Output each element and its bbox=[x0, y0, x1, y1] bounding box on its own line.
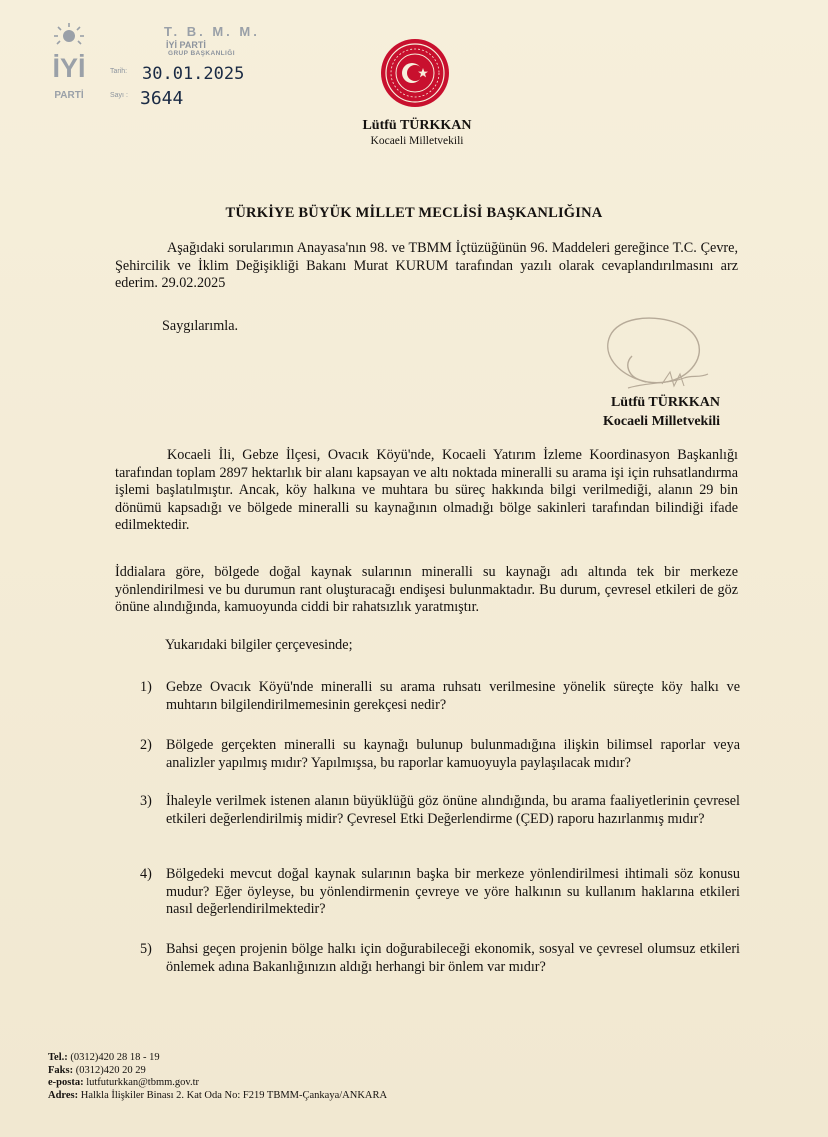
email-label: e-posta: bbox=[48, 1077, 84, 1088]
stamp-party: İYİ PARTİ bbox=[166, 40, 206, 50]
address-value: Halkla İlişkiler Binası 2. Kat Oda No: F219 TBMM-Çankaya/ANKARA bbox=[80, 1089, 388, 1101]
tbmm-emblem-icon bbox=[379, 37, 451, 109]
stamp-title: T. B. M. M. bbox=[164, 24, 260, 39]
stamp-date-value: 30.01.2025 bbox=[142, 64, 245, 84]
fax-value: (0312)420 20 29 bbox=[75, 1064, 146, 1076]
logo-text: İYİ bbox=[52, 53, 86, 83]
address-label: Adres: bbox=[48, 1089, 79, 1101]
question-number: 5) bbox=[140, 941, 152, 957]
stamp-group: GRUP BAŞKANLIĞI bbox=[168, 50, 235, 57]
questions-lead: Yukarıdaki bilgiler çerçevesinde; bbox=[165, 637, 353, 653]
question-item bbox=[140, 793, 740, 828]
footer-address bbox=[48, 1090, 387, 1103]
contact-footer bbox=[48, 1052, 387, 1102]
question-text: Bölgede gerçekten mineralli su kaynağı bulunup bulunmadığına ilişkin bilimsel raporlar veya analizler yapılmış mıdır? Yapılmışsa, bu raporlar kamuoyuyla paylaşılacak mıdır? bbox=[166, 737, 740, 771]
stamp-number-label: Sayı : bbox=[110, 92, 128, 99]
iyi-party-logo bbox=[48, 22, 90, 102]
header-role: Kocaeli Milletvekili bbox=[370, 135, 464, 147]
tel-label: Tel.: bbox=[48, 1052, 68, 1063]
question-item bbox=[140, 737, 740, 772]
header-name: Lütfü TÜRKKAN bbox=[362, 118, 472, 133]
question-item bbox=[140, 866, 740, 919]
question-number: 2) bbox=[140, 737, 152, 753]
tel-value: (0312)420 28 18 - 19 bbox=[70, 1052, 160, 1063]
logo-sub: PARTİ bbox=[54, 90, 84, 101]
question-number: 1) bbox=[140, 679, 152, 695]
document-title: TÜRKİYE BÜYÜK MİLLET MECLİSİ BAŞKANLIĞINA bbox=[225, 205, 603, 221]
footer-email bbox=[48, 1077, 387, 1090]
question-text: Bölgedeki mevcut doğal kaynak sularının başka bir merkeze yönlendirilmesi ihtimali söz konusu mudur? Eğer öyleyse, bu yönlendirmenin çevreye ve yöre halkının su kullanım haklarına etkileri nasıl değerlendirilmektedir? bbox=[166, 866, 740, 917]
question-text: Bahsi geçen projenin bölge halkı için doğurabileceği ekonomik, sosyal ve çevresel olumsuz etkileri önlemek adına Bakanlığınızın aldığı herhangi bir önlem var mıdır? bbox=[166, 941, 740, 975]
handwritten-signature bbox=[588, 312, 728, 394]
question-text: Gebze Ovacık Köyü'nde mineralli su arama ruhsatı verilmesine yönelik süreçte köy halkı ve muhtarın bilgilendirilmemesinin gerekçesi nedir? bbox=[166, 679, 740, 713]
question-item bbox=[140, 679, 740, 714]
body-paragraph-2: İddialara göre, bölgede doğal kaynak sularının mineralli su kaynağı adı altında tek bir merkeze yönlendirilmesi ve bu durumun rant oluşturacağı endişesi bulunmaktadır. Bu durum, çevresel etkileri de göz önüne alındığında, kamuoyunda ciddi bir rahatsızlık yaratmıştır. bbox=[115, 564, 738, 615]
intro-paragraph: Aşağıdaki sorularımın Anayasa'nın 98. ve TBMM İçtüzüğünün 96. Maddeleri gereğince T.C. Çevre, Şehircilik ve İklim Değişikliği Bakanı Murat KURUM tarafından yazılı olarak cevaplandırılmasını arz ederim. 29.02.2025 bbox=[115, 240, 738, 291]
footer-fax bbox=[48, 1065, 387, 1078]
question-number: 3) bbox=[140, 793, 152, 809]
question-item bbox=[140, 941, 740, 976]
signature-role: Kocaeli Milletvekili bbox=[602, 414, 720, 429]
signature-name: Lütfü TÜRKKAN bbox=[610, 395, 720, 410]
stamp-number-value: 3644 bbox=[140, 88, 184, 109]
stamp-date-label: Tarih: bbox=[110, 68, 128, 75]
greeting: Saygılarımla. bbox=[162, 318, 239, 334]
registry-stamp bbox=[48, 22, 268, 112]
email-value: lutfuturkkan@tbmm.gov.tr bbox=[86, 1077, 200, 1088]
question-number: 4) bbox=[140, 866, 152, 882]
question-text: İhaleyle verilmek istenen alanın büyüklüğü göz önüne alındığında, bu arama faaliyetlerinin çevresel etkileri değerlendirilmiş midir? Çevresel Etki Değerlendirme (ÇED) raporu hazırlanmış mıdır? bbox=[166, 793, 740, 827]
body-paragraph-1: Kocaeli İli, Gebze İlçesi, Ovacık Köyü'nde, Kocaeli Yatırım İzleme Koordinasyon Başkanlığı tarafından toplam 2897 hektarlık bir alanı kapsayan ve altı noktada mineralli su arama işi için ruhsatlandırma işlemi başlatılmıştır. Ancak, köy halkına ve muhtara bu süreç hakkında bilgi verilmediği, alanın 29 bin dönümü kapsadığı ve bölgede mineralli su kaynağının olmadığı bölge sakinleri tarafından bilindiği ifade edilmektedir. bbox=[115, 447, 738, 533]
fax-label: Faks: bbox=[48, 1064, 74, 1076]
footer-tel bbox=[48, 1052, 387, 1065]
